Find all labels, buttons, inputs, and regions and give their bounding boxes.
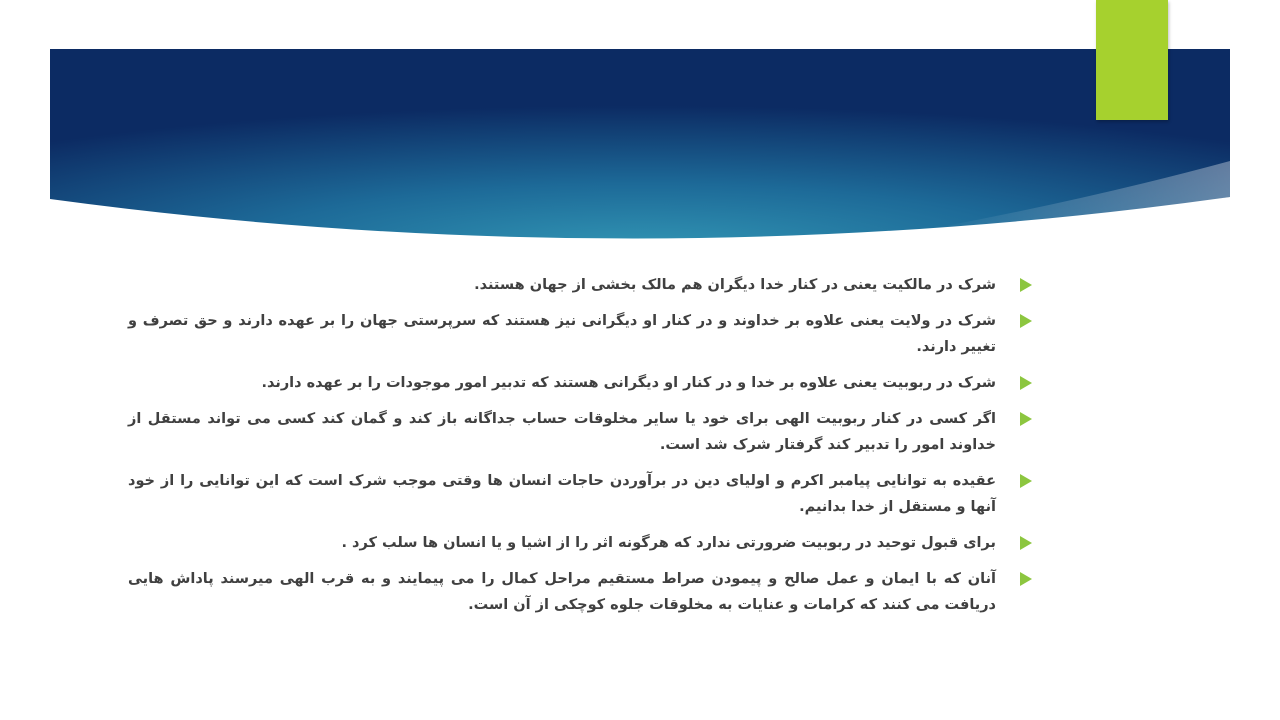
triangle-bullet-icon (1020, 536, 1032, 550)
triangle-bullet-icon (1020, 314, 1032, 328)
banner-graphic (50, 49, 1230, 249)
bullet-text: شرک در ربوبیت یعنی علاوه بر خدا و در کنار او دیگرانی هستند که تدبیر امور موجودات را بر عهده دارند. (261, 375, 996, 391)
list-item (128, 406, 1032, 458)
list-item (128, 308, 1032, 360)
triangle-bullet-icon (1020, 376, 1032, 390)
accent-tab (1096, 0, 1168, 120)
triangle-bullet-icon (1020, 278, 1032, 292)
bullet-text: آنان که با ایمان و عمل صالح و پیمودن صراط مستقیم مراحل کمال را می پیمایند و به قرب الهی میرسند پاداش هایی دریافت می کنند که کرامات و عنایات به مخلوقات جلوه کوچکی از آن است. (128, 571, 996, 613)
list-item (128, 530, 1032, 556)
triangle-bullet-icon (1020, 474, 1032, 488)
bullet-text: عقیده به توانایی پیامبر اکرم و اولیای دین در برآوردن حاجات انسان ها وقتی موجب شرک است که این توانایی را از خود آنها و مستقل از خدا بدانیم. (128, 473, 996, 515)
triangle-bullet-icon (1020, 412, 1032, 426)
list-item (128, 468, 1032, 520)
bullet-text: شرک در مالکیت یعنی در کنار خدا دیگران هم مالک بخشی از جهان هستند. (474, 277, 996, 293)
bullet-list (128, 272, 1032, 618)
header-banner (50, 49, 1230, 249)
bullet-text: شرک در ولایت یعنی علاوه بر خداوند و در کنار او دیگرانی نیز هستند که سرپرستی جهان را بر عهده دارند و حق تصرف و تغییر دارند. (128, 313, 996, 355)
triangle-bullet-icon (1020, 572, 1032, 586)
list-item (128, 566, 1032, 618)
bullet-text: اگر کسی در کنار ربوبیت الهی برای خود یا سایر مخلوقات حساب جداگانه باز کند و گمان کند کسی می تواند مستقل از خداوند امور را تدبیر کند گرفتار شرک شد است. (128, 411, 996, 453)
list-item (128, 370, 1032, 396)
slide-content (128, 272, 1032, 692)
list-item (128, 272, 1032, 298)
bullet-text: برای قبول توحید در ربوبیت ضرورتی ندارد که هرگونه اثر را از اشیا و یا انسان ها سلب کرد . (341, 535, 996, 551)
